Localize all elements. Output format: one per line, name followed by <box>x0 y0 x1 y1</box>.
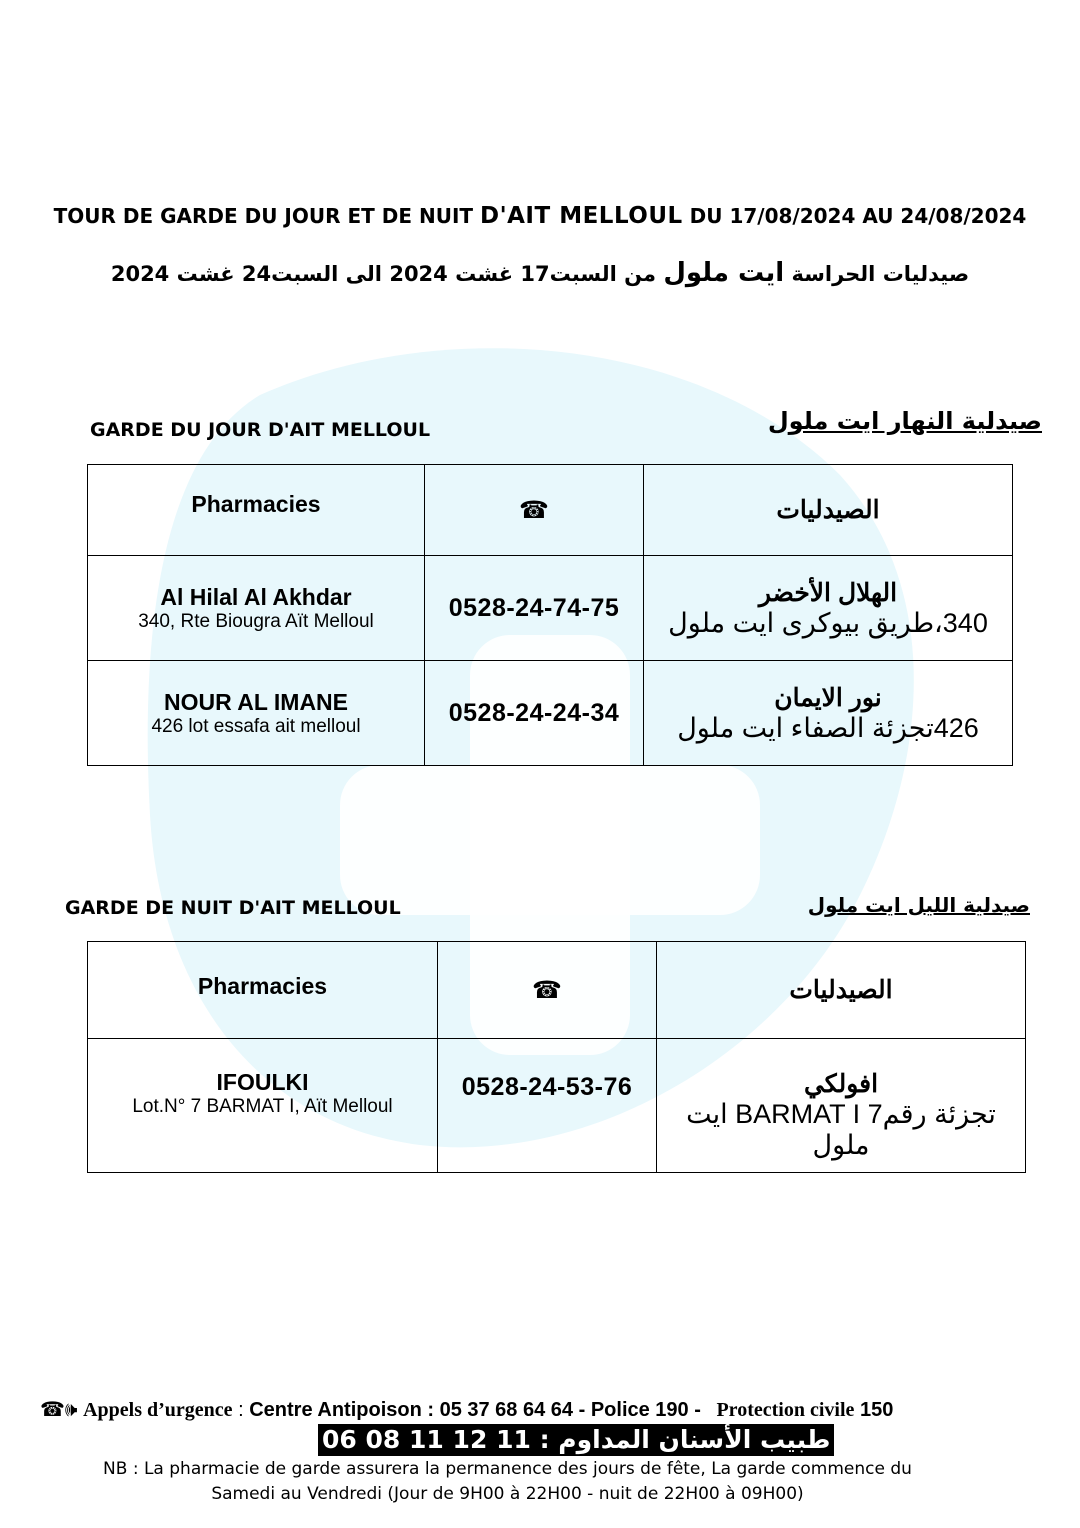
table-row <box>88 1039 1026 1173</box>
footer-note <box>0 1457 1015 1507</box>
day-section-title-fr: GARDE DU JOUR D'AIT MELLOUL <box>90 419 431 441</box>
protection-civile-number: 150 <box>859 1399 894 1421</box>
protection-civile-label: Protection civile <box>716 1399 855 1421</box>
pharmacy-phone: 0528-24-74-75 <box>448 593 620 622</box>
phone-speaker-icon: ☎🕪 <box>40 1399 78 1421</box>
emergency-label: Appels d’urgence <box>83 1399 233 1421</box>
night-section-title-ar: صيدلية الليل ايت ملول <box>807 893 1030 917</box>
column-header-pharmacies-ar: الصيدليات <box>776 496 880 524</box>
emergency-colon: : <box>238 1399 244 1421</box>
pharmacy-name-ar: افولكي <box>803 1070 879 1098</box>
title-fr-prefix: TOUR DE GARDE DU JOUR ET DE NUIT <box>53 204 474 228</box>
page-title-ar <box>0 258 1080 288</box>
pharmacy-name: Al Hilal Al Akhdar <box>160 583 352 610</box>
pharmacy-name: IFOULKI <box>216 1069 309 1095</box>
pharmacy-address-ar: 340،طريق بيوكرى ايت ملول <box>668 607 988 638</box>
title-fr-city: D'AIT MELLOUL <box>480 203 683 229</box>
column-header-pharmacies: Pharmacies <box>197 973 328 999</box>
column-header-pharmacies-ar: الصيدليات <box>789 976 893 1004</box>
title-ar-city: ايت ملول <box>663 258 785 288</box>
day-pharmacy-table <box>87 464 1013 766</box>
title-ar-prefix: صيدليات الحراسة <box>791 262 970 286</box>
pharmacy-address: 426 lot essafa ait melloul <box>151 715 361 737</box>
night-section-title-fr: GARDE DE NUIT D'AIT MELLOUL <box>65 897 401 919</box>
table-row <box>88 556 1013 661</box>
police-number: Police 190 <box>590 1399 689 1421</box>
day-section-title-ar: صيدلية النهار ايت ملول <box>767 407 1042 435</box>
dentist-on-call-banner: طبيب الأسنان المداوم : 11 12 11 08 06 <box>318 1424 834 1456</box>
pharmacy-name-ar: نور الايمان <box>774 683 882 712</box>
column-header-pharmacies: Pharmacies <box>191 491 321 517</box>
emergency-calls-line <box>40 1397 1040 1422</box>
phone-icon: ☎ <box>519 496 549 524</box>
page-title-fr <box>0 203 1080 229</box>
pharmacy-phone: 0528-24-24-34 <box>448 698 620 727</box>
pharmacy-name: NOUR AL IMANE <box>164 688 348 715</box>
pharmacy-address: 340, Rte Biougra Aït Melloul <box>138 610 374 632</box>
antipoison-number: Centre Antipoison : 05 37 68 64 64 - <box>249 1399 586 1421</box>
title-fr-suffix: DU 17/08/2024 AU 24/08/2024 <box>689 204 1027 228</box>
pharmacy-address-ar: تجزئة رقم7 BARMAT I ايت ملول <box>686 1099 996 1160</box>
night-pharmacy-table <box>87 941 1026 1173</box>
pharmacy-name-ar: الهلال الأخضر <box>758 578 898 607</box>
pharmacy-address-ar: 426تجزئة الصفاء ايت ملول <box>677 712 979 743</box>
table-header-row <box>88 942 1026 1039</box>
title-ar-suffix: من السبت17 غشت 2024 الى السبت24 غشت 2024 <box>110 262 657 286</box>
table-header-row <box>88 465 1013 556</box>
pharmacy-phone: 0528-24-53-76 <box>461 1073 633 1101</box>
pharmacy-address: Lot.N° 7 BARMAT I, Aït Melloul <box>132 1096 393 1117</box>
footer-note-line1: NB : La pharmacie de garde assurera la permanence des jours de fête, La garde commence du <box>103 1459 912 1479</box>
phone-icon: ☎ <box>532 976 562 1004</box>
footer-note-line2: Samedi au Vendredi (Jour de 9H00 à 22H00 - nuit de 22H00 à 09H00) <box>211 1484 804 1504</box>
table-row <box>88 661 1013 766</box>
separator-dash: - <box>694 1399 701 1421</box>
